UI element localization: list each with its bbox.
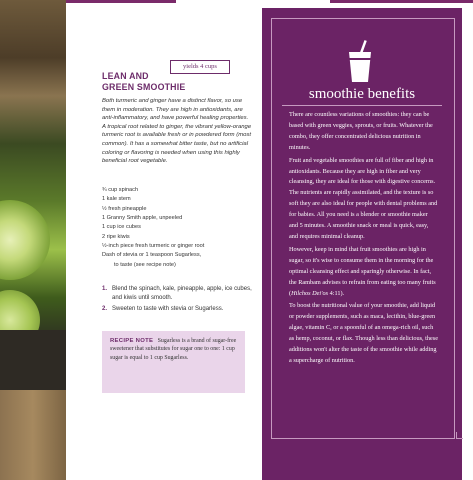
- top-accent-bar: [66, 0, 176, 3]
- smoothie-glass-icon: [345, 40, 375, 84]
- recipe-note-box: [102, 331, 245, 393]
- ingredient-item: 1 Granny Smith apple, unpeeled: [102, 215, 183, 222]
- step-list: [102, 285, 252, 315]
- top-accent-bar-right: [330, 0, 473, 3]
- recipe-title: [102, 71, 185, 92]
- sidebar-paragraph: There are countless variations of smoothies: they can be based with green veggies, sprouts, or fruits. Whatever the combo, they offer concentrated delicious nutrition in minutes.: [289, 111, 433, 151]
- step-item: [102, 305, 252, 314]
- ingredient-item: 1 kale stem: [102, 196, 131, 203]
- sidebar-paragraph-text: However, keep in mind that fruit smoothies are high in sugar, so it's wise to consume them in the morning for the optimal cleansing effect and sparingly otherwise. In fact, the Rambam advises to refrain from eating too many fruits: [289, 245, 436, 286]
- ingredient-item: 1 cup ice cubes: [102, 224, 141, 231]
- ingredient-item: to taste (see recipe note): [114, 261, 176, 268]
- recipe-intro: Both turmeric and ginger have a distinct flavor, so use them in moderation. They are high in antioxidants, are anti-inflammatory, and have powerful healing properties. A tropical root related to ginger, the vibrant yellow-orange turmeric root is available fresh or in powdered form (most common). It has a somewhat bitter taste, but no artificial coloring or flavoring is needed when using this highly beneficial root vegetable.: [102, 98, 252, 165]
- recipe-title-line1: LEAN AND: [102, 71, 149, 81]
- citation-source: Hilchos Dei'os: [291, 289, 329, 297]
- step-number: 1.: [102, 286, 108, 292]
- kiwi-slice-image: [0, 200, 50, 280]
- step-text: Blend the spinach, kale, pineapple, apple, ice cubes, and kiwis until smooth.: [112, 286, 252, 302]
- ingredient-list: [102, 186, 252, 270]
- wood-table-image: [0, 390, 66, 480]
- fruit-photo: [0, 0, 66, 480]
- sidebar-body: [289, 110, 438, 369]
- cutting-board-image: [0, 330, 66, 390]
- step-item: [102, 285, 252, 304]
- ingredient-item: ½-inch piece fresh turmeric or ginger root: [102, 243, 205, 250]
- step-number: 2.: [102, 305, 108, 312]
- sidebar-paragraph: Fruit and vegetable smoothies are full of fiber and high in antioxidants. Because they are high in fiber and very cleansing, they are ideal for those with digestive concerns. The nutrients are rapidly assimilated, and the texture is so soft they are also ideal for people with dental problems and for babies. All you need is a blender or smoothie maker and 5 minutes. A smoothie snack or meal is quick, easy, and requires minimal cleanup.: [289, 156, 438, 240]
- recipe-title-line2: GREEN SMOOTHIE: [102, 81, 186, 92]
- ingredient-item: ½ fresh pineapple: [102, 205, 147, 212]
- step-text: Sweeten to taste with stevia or Sugarless.: [112, 305, 224, 312]
- recipe-note-text: Sugarless is a brand of sugar-free sweetener that substitutes for sugar one to one: 1 cup sugar is equal to 1 cup Sugarless.: [110, 338, 237, 361]
- yield-badge: yields 4 cups: [170, 60, 230, 74]
- crop-mark: [456, 432, 463, 439]
- citation-ref: 4:11).: [328, 289, 345, 297]
- ingredient-item: Dash of stevia or 1 teaspoon Sugarless,: [102, 252, 202, 259]
- ingredient-item: 2 ripe kiwis: [102, 233, 130, 240]
- sidebar-heading: smoothie benefits: [308, 86, 416, 102]
- ingredient-item: ¾ cup spinach: [102, 187, 139, 193]
- sidebar-paragraph: To boost the nutritional value of your smoothie, add liquid or powder supplements, such as maca, lecithin, blue-green algae, vitamin C, or a spoonful of an omega-rich oil, such as hemp, coconut, or flax. Though less than delicious, these additions won't alter the taste of the smoothie while adding a supercharge of nutrition.: [289, 302, 438, 364]
- heading-divider: [282, 105, 442, 106]
- recipe-note-label: RECIPE NOTE: [110, 338, 154, 344]
- sidebar-paragraph: However, keep in mind that fruit smoothies are high in sugar, so it's wise to consume them in the morning for the optimal cleansing effect and sparingly otherwise. In fact, the Rambam advises to refrain from eating too many fruits (Hilchos Dei'os 4:11).: [289, 245, 436, 297]
